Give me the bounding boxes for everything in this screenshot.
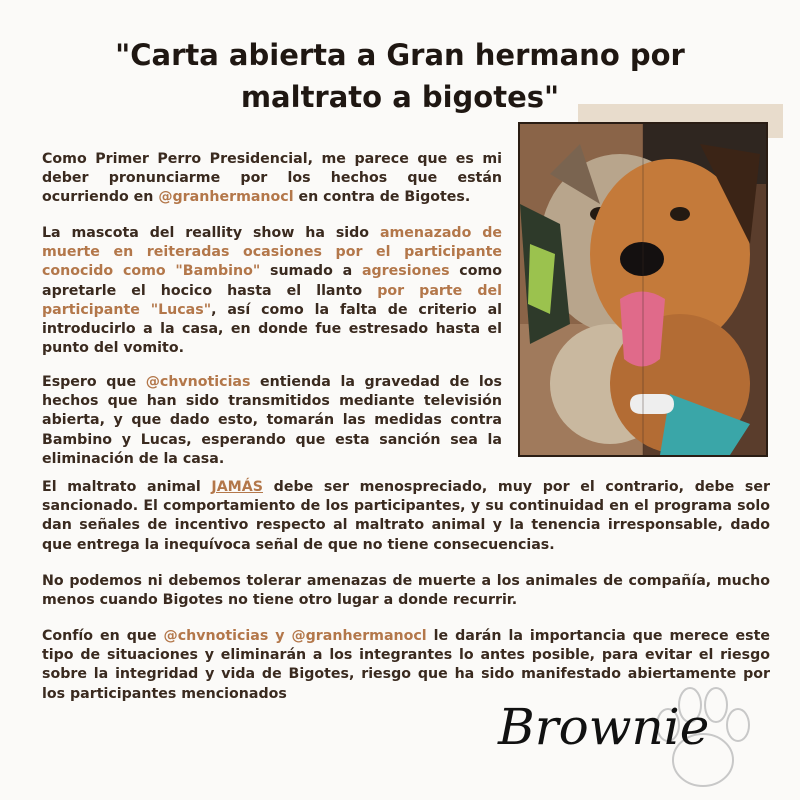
p4-highlight-jamas: JAMÁS: [211, 479, 263, 495]
p1-text-a: Como Primer Perro Presidencial, me parece que es mi deber pronunciarme por los hechos que están ocurriendo en: [42, 151, 502, 206]
p3-mention-chvnoticias: @chvnoticias: [145, 374, 251, 390]
p3-text-a: Espero que: [42, 374, 146, 390]
paragraph-4: [42, 478, 770, 555]
p6-mentions: @chvnoticias y @granhermanocl: [163, 628, 427, 644]
p2-highlight-agresiones: agresiones: [361, 263, 450, 280]
p4-text-a: El maltrato animal: [42, 479, 212, 495]
dog-photo-collage: [518, 122, 768, 457]
p2-text-b: sumado a: [260, 263, 362, 280]
p2-text-d: , así como la falta de criterio al introducirlo a la casa, en donde fue estresado hasta el punto del vomito.: [42, 301, 503, 357]
p3-text-b: entienda la gravedad de los hechos que han sido transmitidos mediante televisión abierta, y que dado esto, tomarán las medidas contra Bambino y Lucas, esperando que esta sanción sea la eliminación de la casa.: [42, 374, 502, 467]
dog-photo-illustration: [520, 124, 766, 455]
p2-text-a: La mascota del reallity show ha sido: [42, 225, 380, 241]
letter-title: "Carta abierta a Gran hermano por maltrato a bigotes": [115, 38, 685, 114]
p6-text-b: le darán la importancia que merece este tipo de situaciones y eliminarán a los integrantes lo antes posible, para evitar el riesgo sobre la integridad y vida de Bigotes, riesgo que ha sido manifestado abiertamente por los participantes mencionados: [42, 628, 770, 702]
p1-mention-granhermanocl: @granhermanocl: [158, 189, 294, 206]
signature-brownie: Brownie: [498, 698, 710, 756]
p2-highlight-lucas: por parte del participante "Lucas": [42, 282, 502, 318]
p5-text-a: No podemos ni debemos tolerar amenazas de muerte a los animales de compañía, mucho menos cuando Bigotes no tiene otro lugar a donde recurrir.: [42, 573, 770, 609]
p1-text-b: en contra de Bigotes.: [293, 189, 471, 206]
paragraph-5: [42, 572, 770, 610]
paragraph-1: [42, 150, 502, 208]
p2-text-c: como apretarle el hocico hasta el llanto: [42, 263, 502, 299]
paragraph-3: [42, 373, 502, 469]
p6-text-a: Confío en que: [42, 628, 164, 644]
p4-text-b: debe ser menospreciado, muy por el contrario, debe ser sancionado. El comportamiento de los participantes, y su continuidad en el programa solo dan señales de incentivo respecto al maltrato animal y la tenencia irresponsable, dado que entrega la inequívoca señal de que no tiene consecuencias.: [42, 479, 770, 553]
paragraph-2: [42, 224, 502, 358]
p2-highlight-threats: amenazado de muerte en reiteradas ocasiones por el participante conocido como "Bambino": [42, 225, 502, 280]
